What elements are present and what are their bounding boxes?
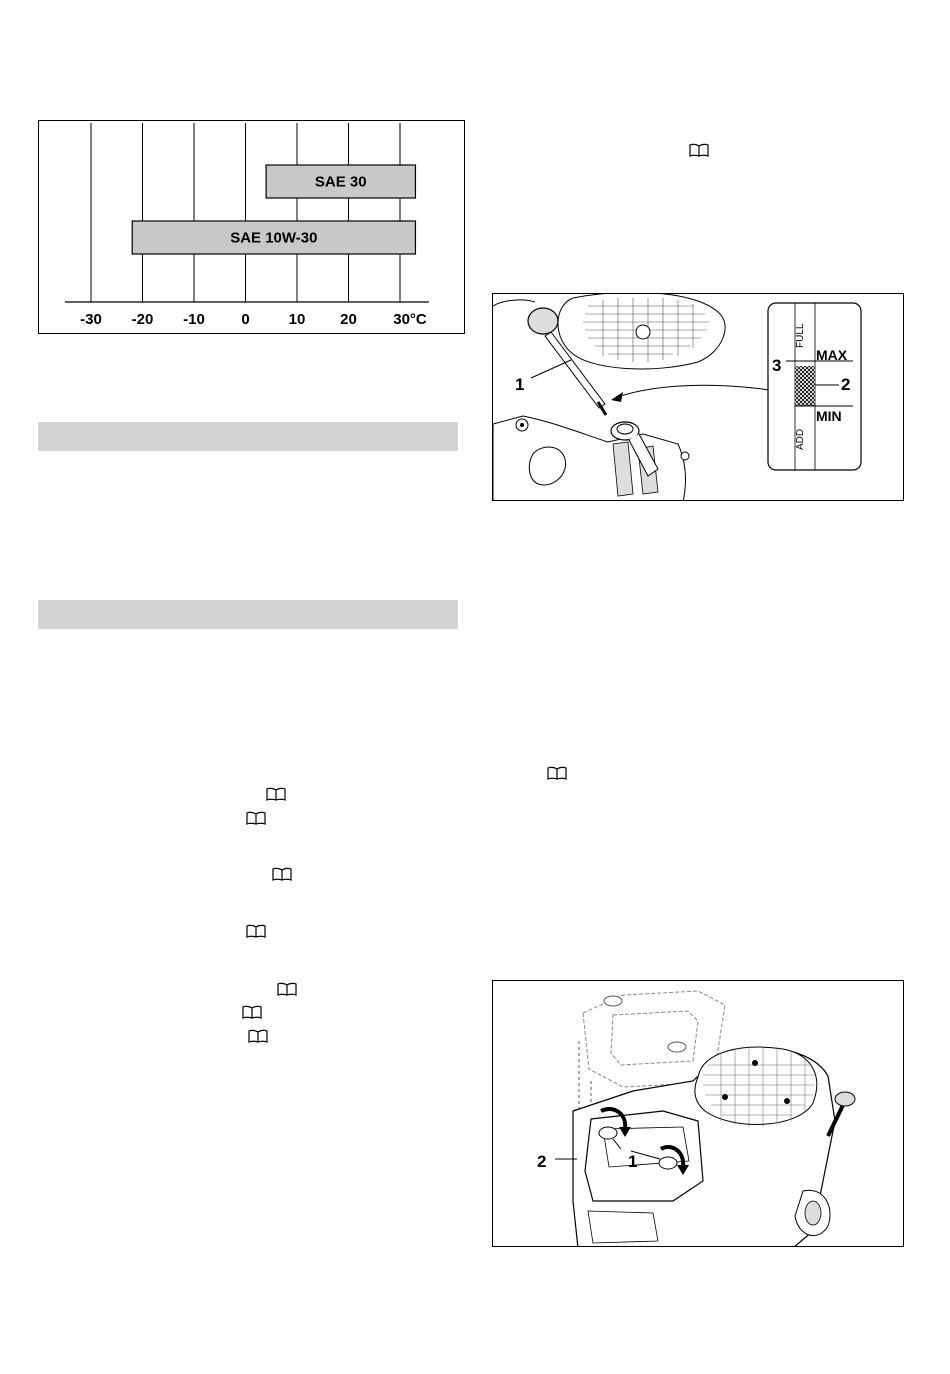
scale-label-full: FULL xyxy=(795,323,806,348)
callout-1: 1 xyxy=(515,375,525,394)
x-tick-label: -30 xyxy=(80,311,102,328)
callout-3: 3 xyxy=(772,356,782,375)
chart-svg xyxy=(39,121,466,335)
book-icon xyxy=(547,766,567,780)
book-icon xyxy=(277,982,297,996)
book-icon xyxy=(246,924,266,938)
book-icon xyxy=(689,143,709,157)
book-icon xyxy=(246,811,266,825)
scale-label-add: ADD xyxy=(795,428,806,450)
scale-label-min: MIN xyxy=(816,408,842,424)
engine-cover-illustration xyxy=(493,981,904,1247)
x-tick-label: 30°C xyxy=(393,311,427,328)
x-tick-label: -20 xyxy=(131,311,154,328)
book-icon xyxy=(272,867,292,881)
bar-label: SAE 10W-30 xyxy=(230,229,318,247)
x-tick-label: 10 xyxy=(288,311,306,328)
callout-2: 2 xyxy=(537,1152,547,1171)
callout-1: 1 xyxy=(628,1152,638,1171)
x-tick-label: -10 xyxy=(183,311,205,328)
x-tick-label: 0 xyxy=(241,311,250,328)
book-icon xyxy=(242,1005,262,1019)
scale-label-max: MAX xyxy=(816,347,848,363)
section-bar-1 xyxy=(38,422,458,451)
section-bar-2 xyxy=(38,600,458,629)
bar-label: SAE 30 xyxy=(314,173,367,191)
book-icon xyxy=(248,1029,268,1043)
x-tick-label: 20 xyxy=(340,311,357,328)
oil-viscosity-chart xyxy=(38,120,465,334)
callout-2: 2 xyxy=(841,375,851,394)
book-icon xyxy=(266,787,286,801)
engine-cover-figure xyxy=(492,980,904,1247)
dipstick-illustration xyxy=(493,294,904,501)
dipstick-figure xyxy=(492,293,904,501)
